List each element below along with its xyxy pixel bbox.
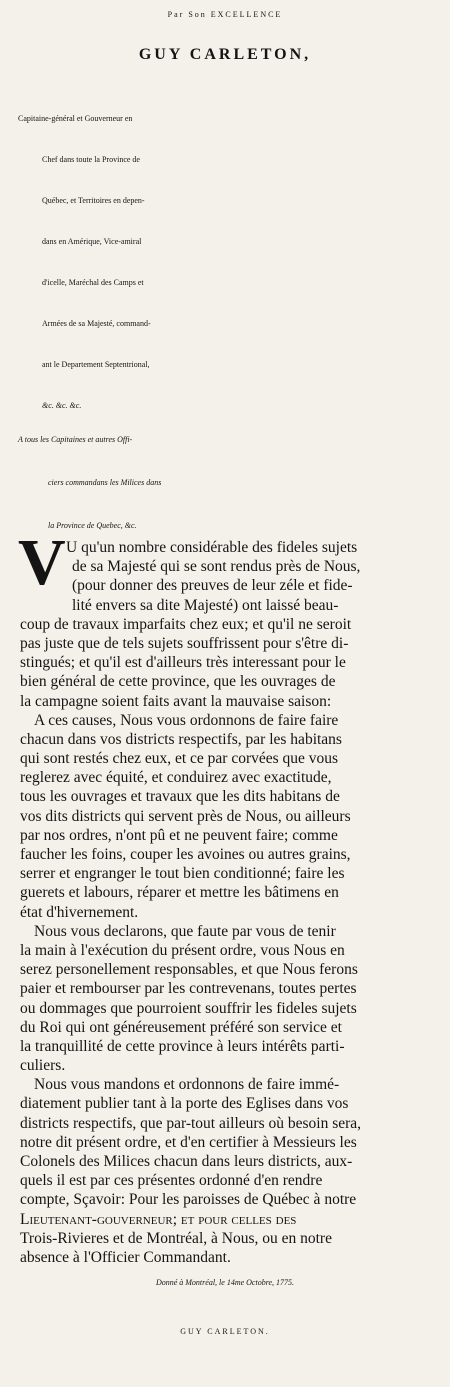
titles-block [0,98,450,426]
body-line: notre dit présent ordre, et d'en certifier à Messieurs les [20,1133,357,1151]
body-line: districts respectifs, que par-tout ailleurs où besoin sera, [20,1114,362,1132]
title-line: Québec, et Territoires en depen- [42,196,145,205]
body-line: la campagne soient faits avant la mauvaise saison: [20,692,332,710]
body-line: tous les ouvrages et travaux que les dits habitans de [20,788,340,806]
title-line: Capitaine-général et Gouverneur en [18,114,133,123]
body-line: U qu'un nombre considérable des fideles sujets [66,539,358,556]
body-line: serrer et engranger le tout bien conditionné; faire les [20,865,345,883]
body-line: paier et rembourser par les contrevenans, toutes pertes [20,980,357,998]
address-line: A tous les Capitaines et autres Offi- [18,435,133,444]
body-line: quels il est par ces présentes ordonné d'en rendre [20,1172,323,1190]
body-line: pas juste que de tels sujets souffrissent pour s'être di- [20,634,349,652]
body-line: Lieutenant-gouverneur; et pour celles des [20,1210,297,1228]
body-line: Trois-Rivieres et de Montréal, à Nous, ou en notre [20,1229,332,1247]
address-block [0,418,450,547]
body-line: absence à l'Officier Commandant. [20,1248,231,1266]
title-line: d'icelle, Maréchal des Camps et [42,278,144,287]
body-line: A ces causes, Nous vous ordonnons de faire faire [34,711,339,729]
body-line: serez personellement responsables, et que Nous ferons [20,961,358,979]
body-line: guerets et labours, réparer et mettre les bâtimens en [20,884,339,902]
body-line: Nous vous declarons, que faute par vous de tenir [34,922,336,940]
body-line: du Roi qui ont généreusement préféré son service et [20,1018,342,1036]
address-line: ciers commandans les Milices dans [48,478,162,487]
body-line: par nos ordres, n'ont pû et ne peuvent faire; comme [20,826,338,844]
body-line: qui sont restés chez eux, et ce par corvées que vous [20,750,339,768]
body-line: coup de travaux imparfaits chez eux; et qu'il ne seroit [20,615,352,633]
body-line: stingués; et qu'il est d'ailleurs très interessant pour le [20,654,346,672]
body-line: lité envers sa dite Majesté) ont laissé beau- [72,596,339,614]
title-line: &c. &c. &c. [42,401,82,410]
signature: GUY CARLETON. [180,1327,270,1336]
header-name: GUY CARLETON, [138,46,312,63]
body-line: ou dommages que pourroient souffrir les fideles sujets [20,999,357,1017]
proclamation-body [20,538,435,1267]
body-line: compte, Sçavoir: Pour les paroisses de Québec à notre [20,1191,357,1209]
body-line: reglerez avec équité, et conduirez avec exactitude, [20,769,332,787]
body-line: Colonels des Milices chacun dans leurs districts, aux- [20,1153,353,1170]
header-par-son-excellence: Par Son EXCELLENCE [167,10,283,19]
title-line: ant le Departement Septentrional, [42,360,150,369]
body-line: de sa Majesté qui se sont rendus près de Nous, [72,558,361,576]
body-line: faucher les foins, couper les avoines ou autres grains, [20,846,351,863]
body-line: état d'hivernement. [20,903,139,921]
body-line: la tranquillité de cette province à leurs intérêts parti- [20,1037,345,1055]
body-line: (pour donner des preuves de leur zéle et fide- [72,577,353,595]
body-line: la main à l'exécution du présent ordre, vous Nous en [20,941,345,959]
body-line: chacun dans vos districts respectifs, par les habitans [20,730,342,748]
body-line: Nous vous mandons et ordonnons de faire immé- [34,1076,340,1094]
address-line: la Province de Quebec, &c. [48,521,137,530]
title-line: Chef dans toute la Province de [42,155,140,164]
body-line: bien général de cette province, que les ouvrages de [20,673,336,691]
body-line: culiers. [20,1057,66,1075]
date-line: Donné à Montréal, le 14me Octobre, 1775. [155,1278,295,1287]
body-line: diatement publier tant à la porte des Eglises dans vos [20,1095,349,1113]
title-line: dans en Amérique, Vice-amiral [42,237,142,246]
drop-cap: V [18,526,66,599]
body-line: vos dits districts qui servent près de Nous, ou ailleurs [20,807,351,825]
title-line: Armées de sa Majesté, command- [42,319,151,328]
